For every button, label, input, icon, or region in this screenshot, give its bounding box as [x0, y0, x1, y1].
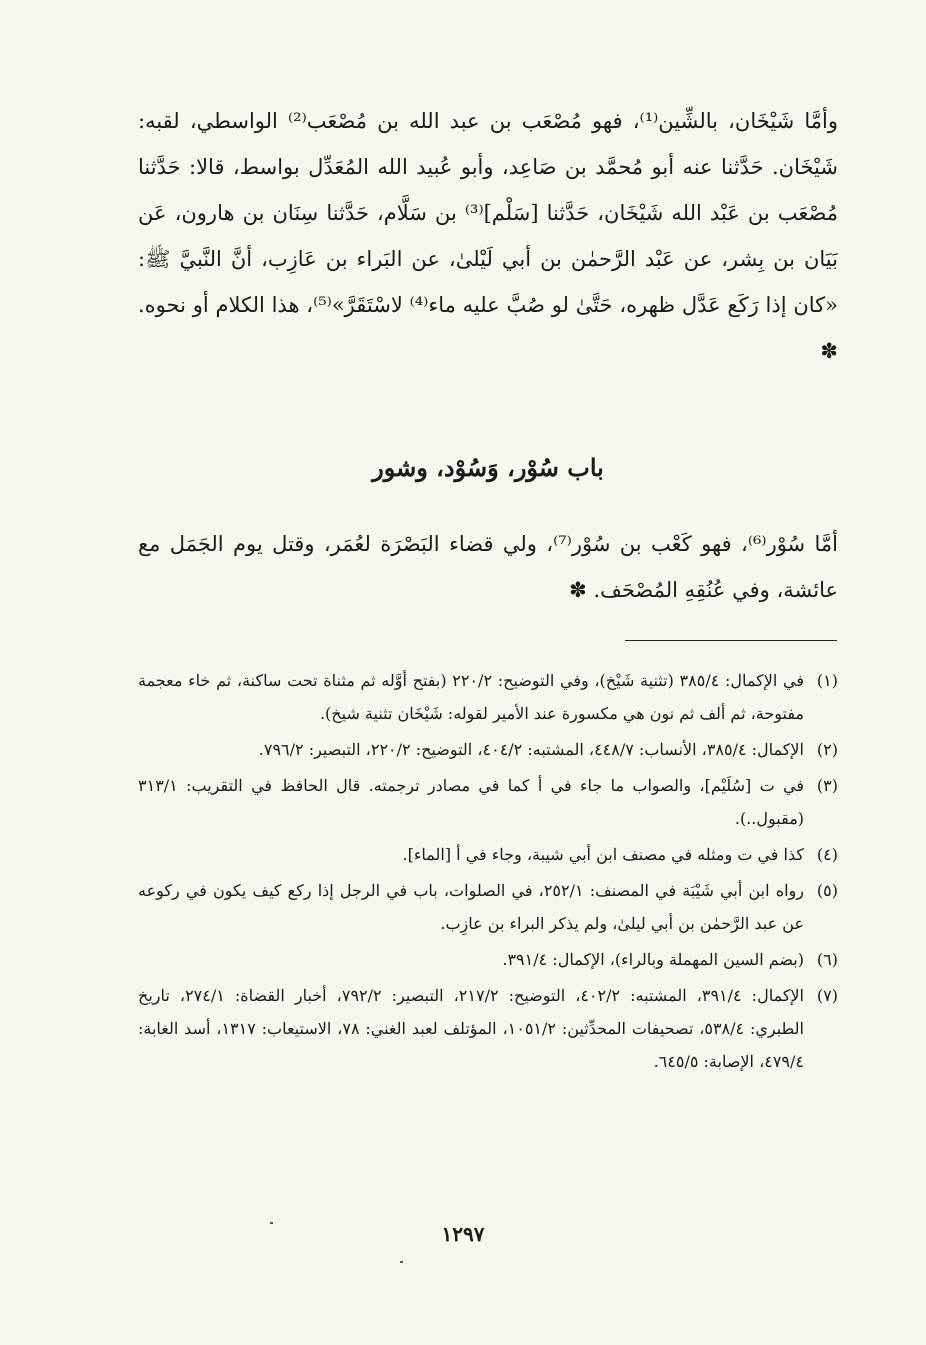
footnote-text: رواه ابن أبي شَيْبَة في المصنف: ٢٥٢/١، في الصلوات، باب في الرجل إذا ركع كيف يكون في ركوعه عن عبد الرَّحمٰن بن أبي ليلىٰ، ولم يذكر البراء بن عازِب.	[138, 881, 804, 933]
footnote-item	[138, 664, 838, 730]
footnote-text: في الإكمال: ٣٨٥/٤ (تثنية شَيْخ)، وفي التوضيح: ٢٢٠/٢ (بفتح أوَّله ثم مثناة تحت ساكنة، ثم خاء معجمة مفتوحة، ثم ألف ثم نون هي مكسورة عند الأمير لقوله: شَيْخَان تثنية شيخ).	[138, 671, 805, 723]
section-heading: باب سُوْر، وَسُوْد، وشور	[372, 453, 604, 482]
footnote-number: (١)	[816, 671, 838, 690]
scan-speck	[270, 1222, 273, 1224]
footnotes-list	[138, 664, 838, 1081]
scan-speck	[400, 1261, 403, 1263]
footnote-item	[138, 838, 838, 871]
footnote-text: في ت [سُلَيْم]، والصواب ما جاء في أ كما في مصادر ترجمته. قال الحافظ في التقريب: ٣١٣/١ (مقبول..).	[138, 776, 804, 828]
footnote-text: (بضم السين المهملة وبالراء)، الإكمال: ٣٩١/٤.	[502, 950, 804, 969]
footnote-text: الإكمال: ٣٩١/٤، المشتبه: ٤٠٢/٢، التوضيح: ٢١٧/٢، التبصير: ٧٩٢/٢، أخبار القضاة: ٢٧٤/١، تاريخ الطبري: ٥٣٨/٤، تصحيفات المحدِّثين: ١٠٥١/٢، المؤتلف لعبد الغني: ٧٨، الاستيعاب: ١٣١٧، أسد الغابة: ٤٧٩/٤، الإصابة: ٦٤٥/٥.	[138, 986, 805, 1071]
footnote-text: كذا في ت ومثله في مصنف ابن أبي شيبة، وجاء في أ [الماء].	[402, 845, 804, 864]
footnote-number: (٥)	[816, 881, 838, 900]
footnote-number: (٢)	[816, 740, 838, 759]
footnote-item	[138, 979, 838, 1078]
page-number: ١٢٩٧	[441, 1222, 485, 1246]
footnote-divider	[625, 640, 837, 641]
footnote-item	[138, 874, 838, 940]
footnote-item	[138, 943, 838, 976]
main-text-block	[138, 98, 838, 374]
footnote-number: (٧)	[816, 986, 838, 1005]
section-text-block	[138, 500, 838, 634]
footnote-item	[138, 769, 838, 835]
footnote-number: (٤)	[816, 845, 838, 864]
footnote-text: الإكمال: ٣٨٥/٤، الأنساب: ٤٤٨/٧، المشتبه: ٤٠٤/٢، التوضيح: ٢٢٠/٢، التبصير: ٧٩٦/٢.	[258, 740, 804, 759]
footnote-item	[138, 733, 838, 766]
section-paragraph: أمَّا سُوْر⁽⁶⁾، فهو كَعْب بن سُوْر⁽⁷⁾، ولي قضاء البَصْرَة لعُمَر، وقتل يوم الجَمَل مع عائشة، وفي عُنُقِهِ المُصْحَف. ✽	[138, 532, 839, 602]
footnote-number: (٦)	[816, 950, 838, 969]
main-paragraph: وأمَّا شَيْخَان، بالشِّين⁽¹⁾، فهو مُصْعَب بن عبد الله بن مُصْعَب⁽²⁾ الواسطي، لقبه: شَيْخَان. حَدَّثنا عنه أبو مُحمَّد بن صَاعِد، وأبو عُبيد الله المُعَدِّل بواسط، قالا: حَدَّثنا مُصْعَب بن عَبْد الله شَيْخَان، حَدَّثنا [سَلْم]⁽³⁾ بن سَلَّام، حَدَّثنا سِنَان بن هارون، عَن بَيَان بن بِشر، عن عَبْد الرَّحمٰن بن أبي لَيْلىٰ، عن البَراء بن عَازِب، أنَّ النَّبيَّ ﷺ: «كان إذا رَكَع عَدَّل ظهره، حَتَّىٰ لو صُبَّ عليه ماء⁽⁴⁾ لاسْتَقَرَّ»⁽⁵⁾، هذا الكلام أو نحوه. ✽	[138, 109, 838, 363]
footnote-number: (٣)	[816, 776, 838, 795]
